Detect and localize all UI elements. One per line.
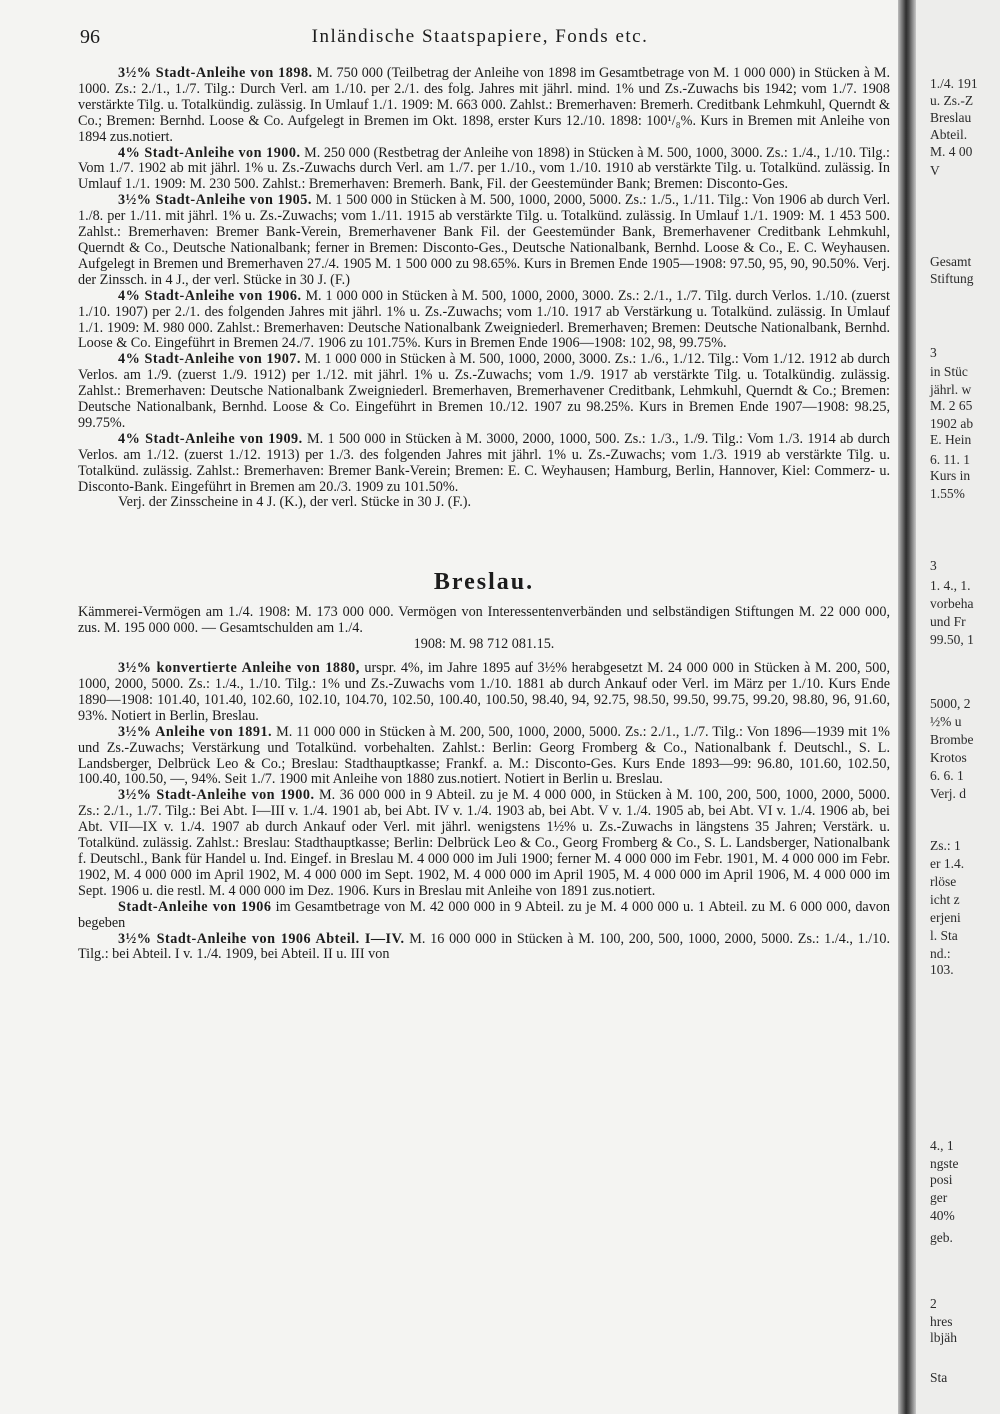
neighbor-page-text: 40% bbox=[930, 1208, 955, 1223]
bremerhaven-entry-1905 bbox=[78, 193, 890, 288]
bremerhaven-entry-1906 bbox=[78, 289, 890, 353]
neighbor-page-text: Brombe bbox=[930, 732, 974, 747]
entry-heading: 3½% konvertierte Anleihe von 1880, bbox=[118, 660, 360, 677]
neighbor-page-text: E. Hein bbox=[930, 432, 972, 447]
neighbor-page-text: 1.55% bbox=[930, 486, 965, 501]
neighbor-page-text: in Stüc bbox=[930, 364, 968, 379]
bremerhaven-entry-1907 bbox=[78, 352, 890, 432]
neighbor-page-text: icht z bbox=[930, 892, 960, 907]
breslau-entry-1900 bbox=[78, 788, 890, 899]
neighbor-page-text: Abteil. bbox=[930, 127, 968, 142]
neighbor-page-text: lbjäh bbox=[930, 1330, 957, 1345]
entry-heading: 3½% Stadt-Anleihe von 1905. bbox=[118, 192, 312, 209]
neighbor-page-text: Gesamt bbox=[930, 254, 972, 269]
bremerhaven-entry-1898 bbox=[78, 66, 890, 146]
neighbor-page-text: Kurs in bbox=[930, 468, 971, 483]
neighbor-page-text: 4., 1 bbox=[930, 1138, 954, 1153]
running-title: Inländische Staatspapiere, Fonds etc. bbox=[311, 26, 649, 47]
entry-heading: 4% Stadt-Anleihe von 1909. bbox=[118, 430, 303, 447]
entry-heading: 3½% Stadt-Anleihe von 1906 Abteil. I—IV. bbox=[118, 930, 405, 947]
entry-heading: 4% Stadt-Anleihe von 1906. bbox=[118, 287, 302, 304]
entry-heading: 3½% Stadt-Anleihe von 1898. bbox=[118, 66, 313, 81]
neighbor-page-text: 3 bbox=[930, 558, 937, 573]
section-title-breslau: Breslau. bbox=[433, 569, 535, 596]
neighbor-page-text: V bbox=[930, 163, 940, 178]
breslau-intro-tail: 1908: M. 98 712 081.15. bbox=[413, 636, 555, 653]
entry-heading: 4% Stadt-Anleihe von 1900. bbox=[118, 144, 301, 161]
entry-heading: 3½% Anleihe von 1891. bbox=[118, 723, 273, 740]
book-gutter bbox=[898, 0, 916, 1414]
breslau-entry-1880 bbox=[78, 661, 890, 725]
neighbor-page-text: jährl. w bbox=[930, 382, 972, 397]
bremerhaven-entry-1900 bbox=[78, 146, 890, 194]
neighbor-page-text: 1. 4., 1. bbox=[930, 578, 971, 593]
neighbor-page-text: ngste bbox=[930, 1156, 959, 1171]
page-number: 96 bbox=[80, 26, 100, 48]
neighbor-page-text: l. Sta bbox=[930, 928, 958, 943]
breslau-entry-1906-abteil bbox=[78, 932, 890, 964]
neighbor-page-text: rlöse bbox=[930, 874, 957, 889]
neighbor-page-text: Sta bbox=[930, 1370, 948, 1385]
breslau-entry-1906 bbox=[78, 900, 890, 932]
breslau-intro-main: Kämmerei-Vermögen am 1./4. 1908: M. 173 000 000. Vermögen von Interessentenverbänden und selbständigen Stiftungen M. 22 000 000, zus. M. 195 000 000. — Gesamtschulden am 1./4. bbox=[78, 604, 890, 637]
neighbor-page-text: und Fr bbox=[930, 614, 966, 629]
neighbor-page-text: vorbeha bbox=[930, 596, 974, 611]
neighbor-page-text: Zs.: 1 bbox=[930, 838, 961, 853]
neighbor-page-text: ger bbox=[930, 1190, 948, 1205]
entry-heading: 3½% Stadt-Anleihe von 1900. bbox=[118, 787, 315, 804]
neighbor-page-text: 2 bbox=[930, 1296, 937, 1311]
neighbor-page-text: 6. 6. 1 bbox=[930, 768, 964, 783]
entry-text: M. 750 000 (Teilbetrag der Anleihe von 1898 im Gesamtbetrage von M. 1 000 000) in Stücken à M. 1000. Zs.: 2./1., 1./7. Tilg.: Durch Verl. am 1./10. per 2./1. des folg. Jahres mit jährl. mind. 1% und Zs.-Zuwachs bis 1942; vom 1./7. 1908 verstärkte Tilg. u. Totalkündig. zulässig. In Umlauf 1./1. 1909: M. 663 000. Zahlst.: Bremerhaven: Bremerh. Creditbank Lehmkuhl, Querndt & Co.; Bremen: Bernhd. Loose & Co. Aufgelegt in Bremen im Okt. 1898, erster Kurs 12./10. 1898: 100¹/₈%. Kurs in Bremen mit Anleihe von 1894 zus.notiert. bbox=[78, 66, 890, 145]
neighbor-page-text: 99.50, 1 bbox=[930, 632, 974, 647]
bremerhaven-entry-1909 bbox=[78, 432, 890, 496]
neighbor-page-text: Verj. d bbox=[930, 786, 966, 801]
neighbor-page-text: 1./4. 191 bbox=[930, 76, 978, 91]
breslau-entry-1891 bbox=[78, 725, 890, 789]
neighbor-page-text: er 1.4. bbox=[930, 856, 965, 871]
entry-text: M. 1 000 000 in Stücken à M. 500, 1000, 2000, 3000. Zs.: 1./6., 1./12. Tilg.: Vom 1./12. 1912 ab durch Verlos. am 1./9. (zuerst 1./9. 1912) per 1./12. mit jährl. 1% u. Zs.-Zuwachs; vom 1./9. 1917 ab verstärkte Tilg. u. Totalkündig. zulässig. Zahlst.: Bremerhaven: Deutsche Nationalbank Zweigniederl. Bremerhaven, Bremerhavener Creditbank, Lehmkuhl, Querndt & Co.; Bremen: Deutsche Nationalbank, Bernhd. Loose & Co. Eingeführt in Bremen 10./12. 1907 zu 98.25%. Kurs in Bremen Ende 1907—1908: 98.25, 99.75%. bbox=[78, 351, 890, 431]
neighbor-page-text: M. 2 65 bbox=[930, 398, 973, 413]
entry-heading: 4% Stadt-Anleihe von 1907. bbox=[118, 351, 301, 368]
neighbor-page-text: u. Zs.-Z bbox=[930, 93, 974, 108]
neighbor-page-text: ½% u bbox=[930, 714, 962, 729]
entry-text: M. 11 000 000 in Stücken à M. 200, 500, 1000, 2000, 5000. Zs.: 2./1., 1./7. Tilg.: Von 1896—1939 mit 1% und Zs.-Zuwachs; Verstärkung und Totalkünd. vorbehalten. Zahlst.: Berlin: Georg Fromberg & Co., Nationalbank f. Deutschl., S. L. Landsberger, Delbrück Leo & Co.; Breslau: Stadthauptkasse; Frankf. a. M.: Disconto-Ges. Kurs Ende 1893—99: 96.80, 101.60, 102.50, 100.40, 100.50, —, 94%. Seit 1./7. 1900 mit Anleihe von 1880 zus.notiert. Notiert in Berlin u. Breslau. bbox=[78, 723, 890, 788]
entry-text: M. 1 500 000 in Stücken à M. 500, 1000, 2000, 5000. Zs.: 1./5., 1./11. Tilg.: Von 1906 ab durch Verl. 1./8. per 1./11. mit jährl. 1% u. Zs.-Zuwachs; vom 1./11. 1915 ab verstärkte Tilg. u. Totalkünd. zulässig. In Umlauf 1./1. 1909: M. 1 453 500. Zahlst.: Bremerhaven: Bremer Bank-Verein, Bremerhavener Bank Fil. der Geestemünder Bank, Bremerhavener Creditbank Lehmkuhl, Querndt & Co., Deutsche Nationalbank; ferner in Bremen: Disconto-Ges., Deutsche Nationalbank, Bernhd. Loose & Co., E. C. Weyhausen. Aufgelegt in Bremen und Bremerhaven 27./4. 1905 M. 1 500 000 zu 98.65%. Kurs in Bremen Ende 1905—1908: 97.50, 95, 90, 90.50%. Verj. der Zinssch. in 4 J., der verl. Stücke in 30 J. (F.) bbox=[78, 192, 890, 288]
neighbor-page-text: hres bbox=[930, 1314, 953, 1329]
entry-text: M. 16 000 000 in Stücken à M. 100, 200, 500, 1000, 2000, 5000. Zs.: 1./4., 1./10. Tilg.: bei Abteil. I v. 1./4. 1909, bei Abteil. II u. III von bbox=[78, 930, 890, 963]
neighbor-page-text: M. 4 00 bbox=[930, 144, 973, 159]
neighbor-page-text: 1902 ab bbox=[930, 416, 974, 431]
neighbor-page-fragment bbox=[916, 0, 1000, 1414]
neighbor-page-text: 3 bbox=[930, 345, 937, 360]
entry-heading: Stadt-Anleihe von 1906 bbox=[118, 898, 272, 915]
neighbor-page-text: nd.: bbox=[930, 946, 951, 961]
main-column bbox=[78, 66, 890, 1410]
entry-text: M. 1 000 000 in Stücken à M. 500, 1000, 2000, 3000. Zs.: 2./1., 1./7. Tilg. durch Verlos. 1./10. (zuerst 1./10. 1907) per 2./1. des folgenden Jahres mit jährl. 1% u. Zs.-Zuwachs; vom 1./10. 1917 ab Verstärkung u. Totalkünd. zulässig. In Umlauf 1./1. 1909: M. 980 000. Zahlst.: Bremerhaven: Deutsche Nationalbank Zweigniederl. Bremerhaven; Bremen: Deutsche Nationalbank, Bernhd. Loose & Co. Eingeführt in Bremen 24./7. 1906 zu 101.75%. Kurs in Bremen Ende 1906—1908: 102, 98, 99.75%. bbox=[78, 287, 890, 352]
neighbor-page-text: Breslau bbox=[930, 110, 972, 125]
neighbor-page-text: 103. bbox=[930, 962, 954, 977]
entry-text: im Gesamtbetrage von M. 42 000 000 in 9 Abteil. zu je M. 4 000 000 u. 1 Abteil. zu M. 6 000 000, davon begeben bbox=[78, 898, 890, 931]
entry-text: M. 36 000 000 in 9 Abteil. zu je M. 4 000 000, in Stücken à M. 100, 200, 500, 1000, 2000, 5000. Zs.: 2./1., 1./7. Tilg.: Bei Abt. I—III v. 1./4. 1901 ab, bei Abt. IV v. 1./4. 1903 ab, bei Abt. V v. 1./4. 1905 ab, bei Abt. VI v. 1./4. 1906 ab, bei Abt. VII—IX v. 1./4. 1907 ab durch Ankauf oder Verl. mit jährl. wenigstens 1½% u. Zs.-Zuwachs in längstens 35 Jahren; Verstärk. u. Totalkünd. zulässig. Zahlst.: Breslau: Stadthauptkasse; Berlin: Delbrück Leo & Co., Georg Fromberg & Co., S. L. Landsberger, Nationalbank f. Deutschl., Bank für Handel u. Ind. Eingef. in Breslau M. 4 000 000 im Juli 1900; ferner M. 4 000 000 im Febr. 1901, M. 4 000 000 im Febr. 1902, M. 4 000 000 im April 1902, M. 4 000 000 im Sept. 1902, M. 4 000 000 im April 1905, M. 4 000 000 im April 1906, M. 4 000 000 im Sept. 1906 u. die restl. M. 4 000 000 im Dez. 1906. Kurs in Breslau mit Anleihe von 1891 zus.notiert. bbox=[78, 787, 890, 899]
entry-text: M. 250 000 (Restbetrag der Anleihe von 1898) in Stücken à M. 500, 1000, 3000. Zs.: 1./4., 1./10. Tilg.: Vom 1./7. 1902 ab mit jährl. 1% u. Zs.-Zuwachs durch Verl. am 1./7. per 1./10., vom 1./10. 1910 ab verstärkte Tilg. u. Totalkünd. zulässig. In Umlauf 1./1. 1909: M. 230 500. Zahlst.: Bremerhaven: Bremerh. Bank, Fil. der Geestemünder Bank; Bremen: Disconto-Ges. bbox=[78, 144, 890, 193]
entry-text: M. 1 500 000 in Stücken à M. 3000, 2000, 1000, 500. Zs.: 1./3., 1./9. Tilg.: Vom 1./3. 1914 ab durch Verlos. am 1./12. (zuerst 1./12. 1913) per 1./3. des folgenden Jahres mit jährl. 1% u. Zs.-Zuwachs; vom 1./3. 1919 ab verstärkte Tilg. u. Totalkünd. zulässig. Zahlst.: Bremerhaven: Bremer Bank-Verein; Bremen: E. C. Weyhausen; Hamburg, Berlin, Hannover, Kiel: Commerz- u. Disconto-Bank. Eingeführt in Bremen am 20./3. 1909 zu 101.50%. bbox=[78, 430, 890, 495]
neighbor-page-text: posi bbox=[930, 1172, 953, 1187]
neighbor-page-text: geb. bbox=[930, 1230, 953, 1245]
page-header bbox=[0, 18, 905, 58]
verjaehrung-note: Verj. der Zinsscheine in 4 J. (K.), der verl. Stücke in 30 J. (F.). bbox=[118, 494, 472, 511]
neighbor-page-text: Stiftung bbox=[930, 271, 974, 286]
neighbor-page-text: 6. 11. 1 bbox=[930, 452, 970, 467]
neighbor-page-text: 5000, 2 bbox=[930, 696, 971, 711]
neighbor-page-text: erjeni bbox=[930, 910, 961, 925]
entry-text: urspr. 4%, im Jahre 1895 auf 3½% herabgesetzt M. 24 000 000 in Stücken à M. 200, 500, 1000, 2000, 5000. Zs.: 1./4., 1./10. Tilg.: 1% und Zs.-Zuwachs vom 1./10. 1881 ab durch Ankauf oder Verl. im März per 1./10. Kurs Ende 1890—1908: 101.40, 101.40, 102.60, 102.10, 104.70, 102.50, 100.40, 100.50, 98.40, 94, 92.75, 98.50, 99.50, 99.75, 99.20, 98.80, 96, 91.60, 93%. Notiert in Berlin, Breslau. bbox=[78, 660, 890, 724]
breslau-intro bbox=[78, 605, 890, 653]
neighbor-page-text: Krotos bbox=[930, 750, 967, 765]
